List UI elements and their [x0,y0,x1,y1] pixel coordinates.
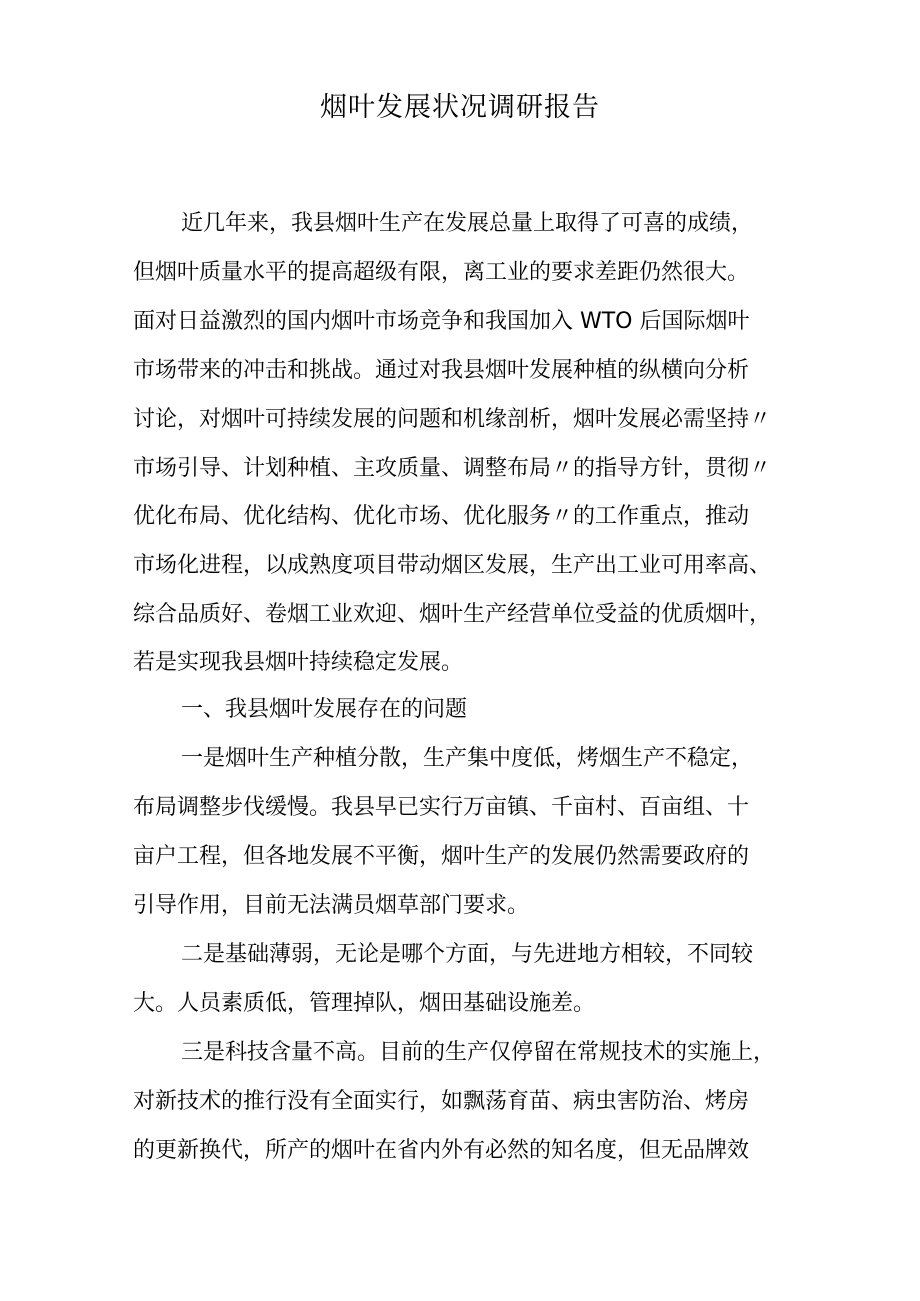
paragraph-line: 若是实现我县烟叶持续稳定发展。 [133,650,464,675]
paragraph-line: 综合品质好、卷烟工业欢迎、烟叶生产经营单位受益的优质烟叶， [133,602,772,627]
paragraph-line: 的更新换代，所产的烟叶在省内外有必然的知名度，但无品牌效 [133,1138,750,1163]
paragraph-line: 亩户工程，但各地发展不平衡，烟叶生产的发展仍然需要政府的 [133,844,750,869]
paragraph-line: 布局调整步伐缓慢。我县早已实行万亩镇、千亩村、百亩组、十 [133,795,750,820]
paragraph-line: 对新技术的推行没有全面实行，如飘荡育苗、病虫害防治、烤房 [133,1089,750,1114]
paragraph-line: 面对日益激烈的国内烟叶市场竞争和我国加入 WTO 后国际烟叶 [133,309,750,334]
paragraph-line: 市场带来的冲击和挑战。通过对我县烟叶发展种植的纵横向分析 [133,358,750,383]
paragraph-line: 讨论，对烟叶可持续发展的问题和机缘剖析，烟叶发展必需坚持〃 [133,407,772,432]
paragraph-line: 市场化进程，以成熟度项目带动烟区发展，生产出工业可用率高、 [133,553,772,578]
paragraph-line: 优化布局、优化结构、优化市场、优化服务〃的工作重点，推动 [133,504,750,529]
paragraph-line: 引导作用，目前无法满员烟草部门要求。 [133,893,530,918]
paragraph-line: 三是科技含量不高。目前的生产仅停留在常规技术的实施上， [181,1040,776,1065]
document-title: 烟叶发展状况调研报告 [320,92,600,123]
paragraph-line: 二是基础薄弱，无论是哪个方面，与先进地方相较，不同较 [181,942,754,967]
paragraph-line: 大。人员素质低，管理掉队，烟田基础设施差。 [133,991,596,1016]
paragraph-line: 一是烟叶生产种植分散，生产集中度低，烤烟生产不稳定， [181,746,754,771]
paragraph-line: 但烟叶质量水平的提高超级有限，离工业的要求差距仍然很大。 [133,260,750,285]
paragraph-line: 近几年来，我县烟叶生产在发展总量上取得了可喜的成绩， [181,211,754,236]
section-heading: 一、我县烟叶发展存在的问题 [181,697,468,722]
paragraph-line: 市场引导、计划种植、主攻质量、调整布局〃的指导方针，贯彻〃 [133,456,772,481]
